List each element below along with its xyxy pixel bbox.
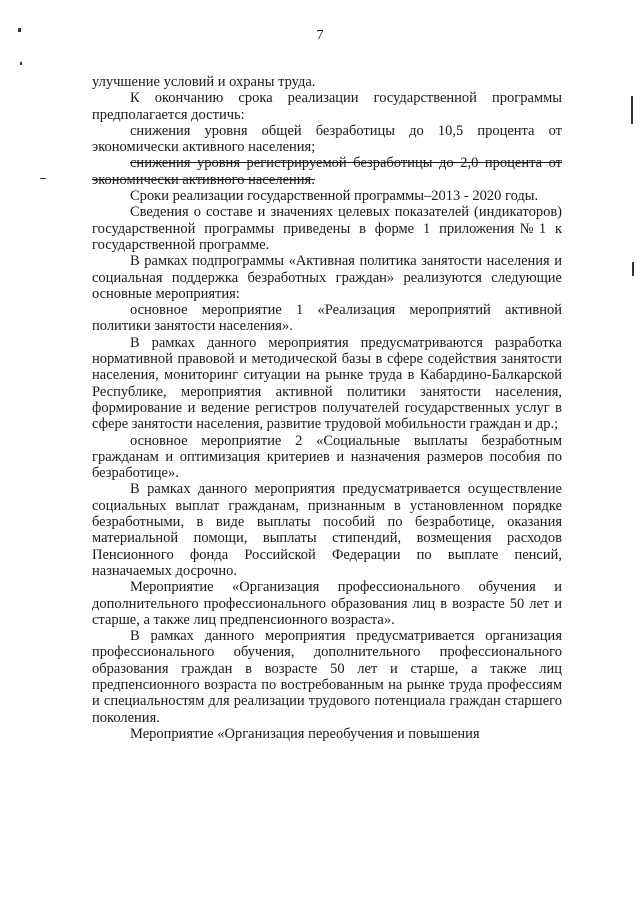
paragraph: Сроки реализации государственной программы–2013 - 2020 годы. bbox=[130, 188, 539, 205]
paragraph: снижения уровня регистрируемой безработицы до 2,0 процента от экономически активного населения. bbox=[92, 155, 562, 188]
paragraph: В рамках данного мероприятия предусматриваются разработка нормативной правовой и методической базы в сфере содействия занятости населения, мониторинг ситуации на рынке труда в Кабардино-Балкарской Республике, мероприятия активной политики занятости населения, формирование и ведение регистров получателей государственных услуг в сфере занятости населения, развитие трудовой мобильности граждан и др.; bbox=[92, 334, 562, 433]
paragraph: основное мероприятие 1 «Реализация мероприятий активной политики занятости населения». bbox=[92, 302, 562, 335]
paragraph: В рамках подпрограммы «Активная политика занятости населения и социальная поддержка безработных граждан» реализуются следующие основные мероприятия: bbox=[92, 253, 562, 302]
paragraph: К окончанию срока реализации государственной программы предполагается достичь: bbox=[92, 90, 562, 123]
document-body bbox=[92, 74, 562, 742]
paragraph: В рамках данного мероприятия предусматривается организация профессионального обучения, дополнительного профессионального образования граждан в возрасте 50 лет и старше, а также лиц предпенсионного возраста по востребованным на рынке труда профессиям и специальностям для реализации трудового потенциала граждан старшего поколения. bbox=[92, 628, 562, 726]
scan-artifact bbox=[18, 28, 21, 32]
paragraph: Мероприятие «Организация переобучения и повышения bbox=[130, 725, 480, 742]
scan-artifact bbox=[632, 262, 634, 276]
paragraph: Мероприятие «Организация профессионального обучения и дополнительного профессионального образования лиц в возрасте 50 лет и старше, а также лиц предпенсионного возраста». bbox=[92, 579, 562, 628]
paragraph: основное мероприятие 2 «Социальные выплаты безработным гражданам и оптимизация критериев и назначения размеров пособия по безработице». bbox=[92, 432, 562, 482]
scan-artifact bbox=[40, 178, 46, 179]
paragraph: Сведения о составе и значениях целевых показателей (индикаторов) государственной программы приведены в форме 1 приложения№1 к государственной программе. bbox=[92, 204, 562, 253]
paragraph: В рамках данного мероприятия предусматривается осуществление социальных выплат гражданам, признанным в установленном порядке безработными, в виде выплаты пособий по безработице, оказания материальной помощи, выплаты стипендий, возмещения расходов Пенсионного фонда Российской Федерации по выплате пенсий, назначаемых досрочно. bbox=[92, 481, 562, 579]
scan-artifact bbox=[20, 62, 22, 65]
paragraph: снижения уровня общей безработицы до 10,5 процента от экономически активного населения; bbox=[92, 122, 562, 156]
page-number: 7 bbox=[316, 28, 324, 43]
paragraph: улучшение условий и охраны труда. bbox=[92, 74, 316, 90]
scan-artifact bbox=[631, 96, 633, 124]
